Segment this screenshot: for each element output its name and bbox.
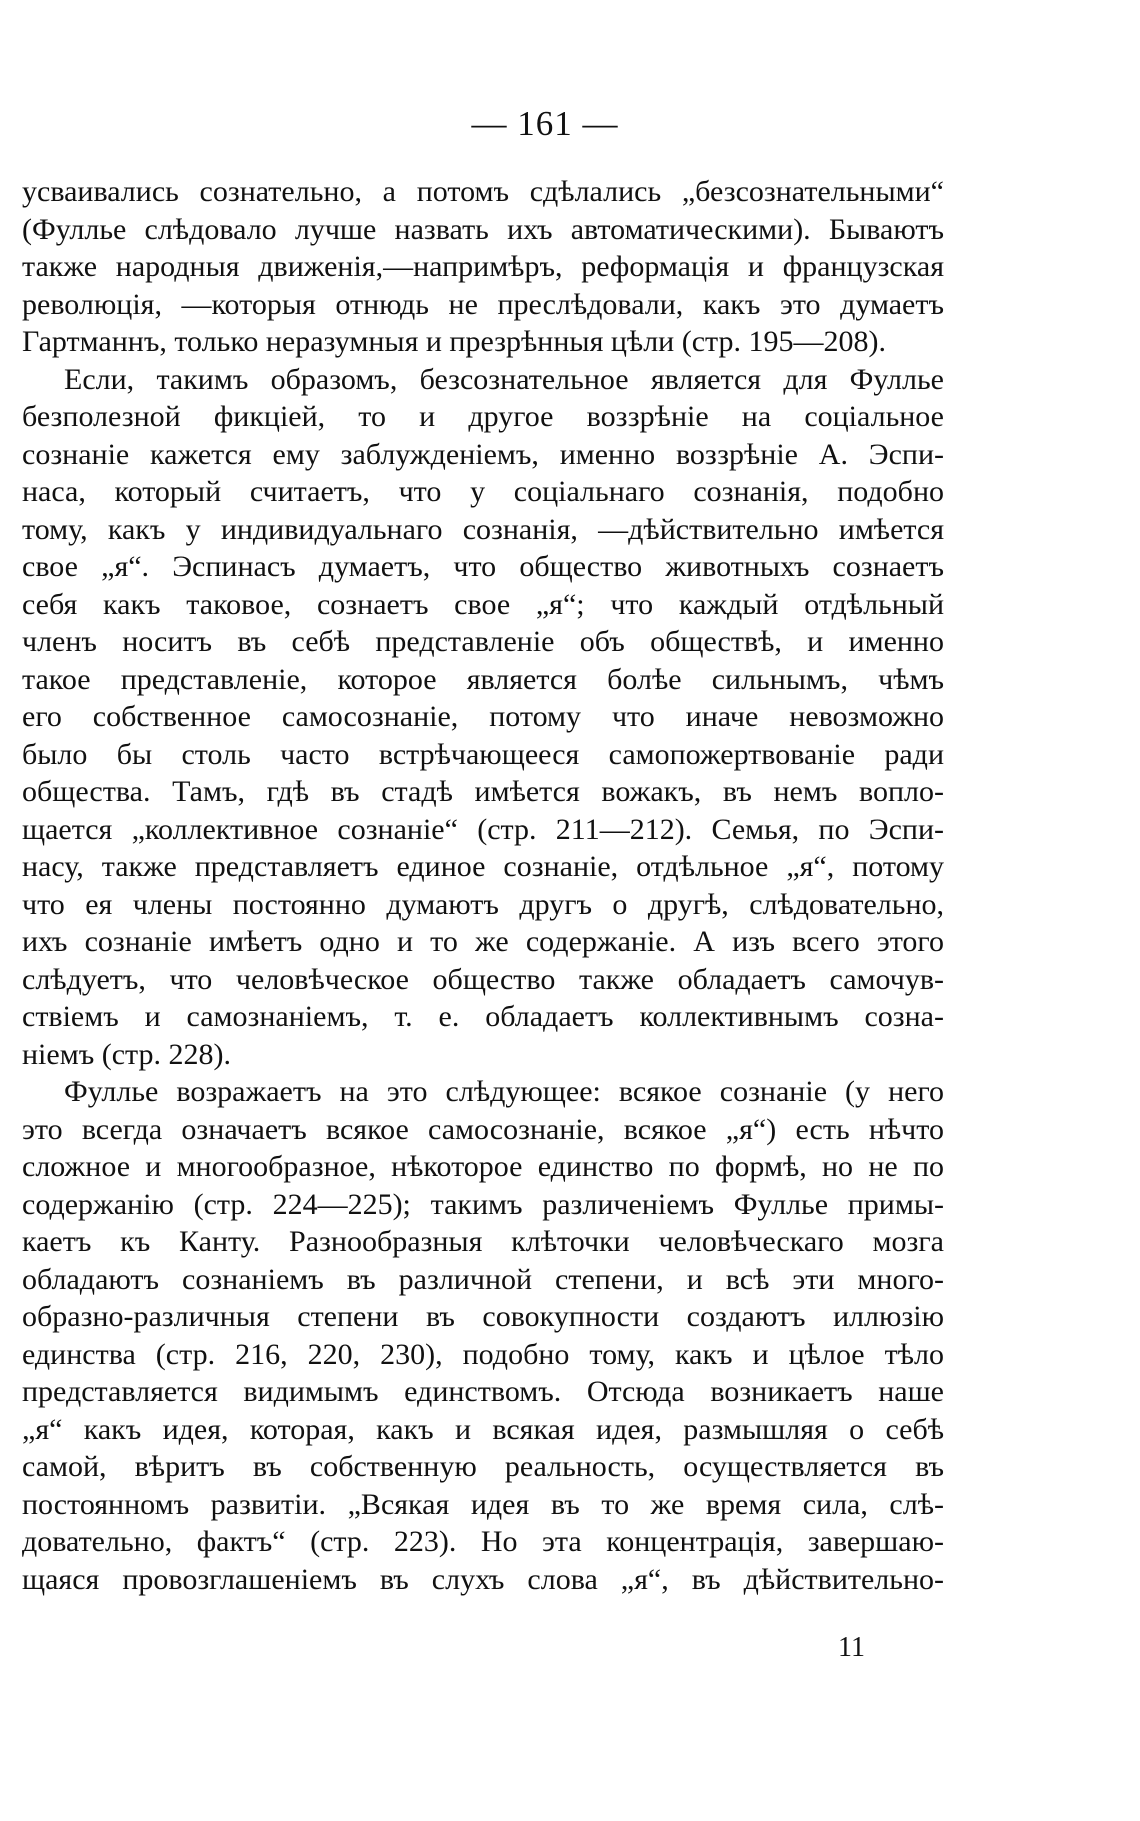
text-line: также народныя движенія,—напримѣръ, реформація и французская: [22, 250, 944, 283]
text-line: образно-различныя степени въ совокупности создаютъ иллюзію: [22, 1300, 944, 1333]
paragraph-start-line: Фуллье возражаетъ на это слѣдующее: всякое сознаніе (у него: [64, 1075, 944, 1108]
text-line: членъ носитъ въ себѣ представленіе объ обществѣ, и именно: [22, 625, 944, 658]
text-line: усваивались сознательно, а потомъ сдѣлались „безсознательными“: [22, 175, 944, 208]
text-line: себя какъ таковое, сознаетъ свое „я“; что каждый отдѣльный: [22, 587, 944, 621]
text-line: такое представленіе, которое является болѣе сильнымъ, чѣмъ: [22, 662, 944, 696]
text-line: щаяся провозглашеніемъ въ слухъ слова „я“, въ дѣйствительно-: [22, 1562, 944, 1596]
body-text: [22, 173, 944, 1598]
text-line: щается „коллективное сознаніе“ (стр. 211—212). Семья, по Эспи-: [22, 812, 944, 846]
text-line: содержанію (стр. 224—225); такимъ различеніемъ Фуллье примы-: [22, 1187, 944, 1221]
page-number: — 161 —: [471, 104, 619, 143]
text-line: (Фуллье слѣдовало лучше назвать ихъ автоматическими). Бываютъ: [22, 212, 944, 246]
text-line: свое „я“. Эспинасъ думаетъ, что общество животныхъ сознаетъ: [22, 550, 944, 583]
text-line: постоянномъ развитіи. „Всякая идея въ то же время сила, слѣ-: [22, 1487, 944, 1521]
text-line: насу, также представляетъ единое сознаніе, отдѣльное „я“, потому: [22, 850, 944, 883]
text-line: его собственное самосознаніе, потому что иначе невозможно: [22, 700, 944, 733]
signature-mark: 11: [838, 1632, 865, 1663]
text-line: сложное и многообразное, нѣкоторое единство по формѣ, но не по: [22, 1150, 944, 1183]
text-line: слѣдуетъ, что человѣческое общество также обладаетъ самочув-: [22, 962, 944, 996]
text-line: революція, —которыя отнюдь не преслѣдовали, какъ это думаетъ: [22, 287, 944, 321]
text-line: ніемъ (стр. 228).: [22, 1037, 231, 1071]
text-line: это всегда означаетъ всякое самосознаніе, всякое „я“) есть нѣчто: [22, 1112, 944, 1146]
text-line: „я“ какъ идея, которая, какъ и всякая идея, размышляя о себѣ: [22, 1412, 944, 1446]
text-line: самой, вѣритъ въ собственную реальность, осуществляется въ: [22, 1450, 944, 1483]
text-line: наса, который считаетъ, что у соціальнаго сознанія, подобно: [22, 475, 944, 508]
text-line: Гартманнъ, только неразумныя и презрѣнныя цѣли (стр. 195—208).: [22, 325, 887, 358]
text-line: было бы столь часто встрѣчающееся самопожертвованіе ради: [22, 737, 944, 771]
text-line: представляется видимымъ единствомъ. Отсюда возникаетъ наше: [22, 1375, 944, 1408]
paragraph-start-line: Если, такимъ образомъ, безсознательное является для Фуллье: [64, 362, 944, 396]
text-line: довательно, фактъ“ (стр. 223). Но эта концентрація, завершаю-: [22, 1525, 944, 1558]
text-line: обладаютъ сознаніемъ въ различной степени, и всѣ эти много-: [22, 1262, 944, 1296]
text-line: единства (стр. 216, 220, 230), подобно тому, какъ и цѣлое тѣло: [22, 1337, 944, 1371]
text-line: общества. Тамъ, гдѣ въ стадѣ имѣется вожакъ, въ немъ вопло-: [22, 775, 944, 808]
text-line: каетъ къ Канту. Разнообразныя клѣточки человѣческаго мозга: [22, 1225, 944, 1258]
text-line: ствіемъ и самознаніемъ, т. е. обладаетъ коллективнымъ созна-: [22, 1000, 944, 1033]
text-line: тому, какъ у индивидуальнаго сознанія, —дѣйствительно имѣется: [22, 512, 944, 546]
text-line: ихъ сознаніе имѣетъ одно и то же содержаніе. А изъ всего этого: [22, 925, 944, 958]
text-line: сознаніе кажется ему заблужденіемъ, именно воззрѣніе А. Эспи-: [22, 437, 944, 471]
text-line: что ея члены постоянно думаютъ другъ о другѣ, слѣдовательно,: [22, 887, 944, 921]
text-line: безполезной фикціей, то и другое воззрѣніе на соціальное: [22, 400, 944, 433]
